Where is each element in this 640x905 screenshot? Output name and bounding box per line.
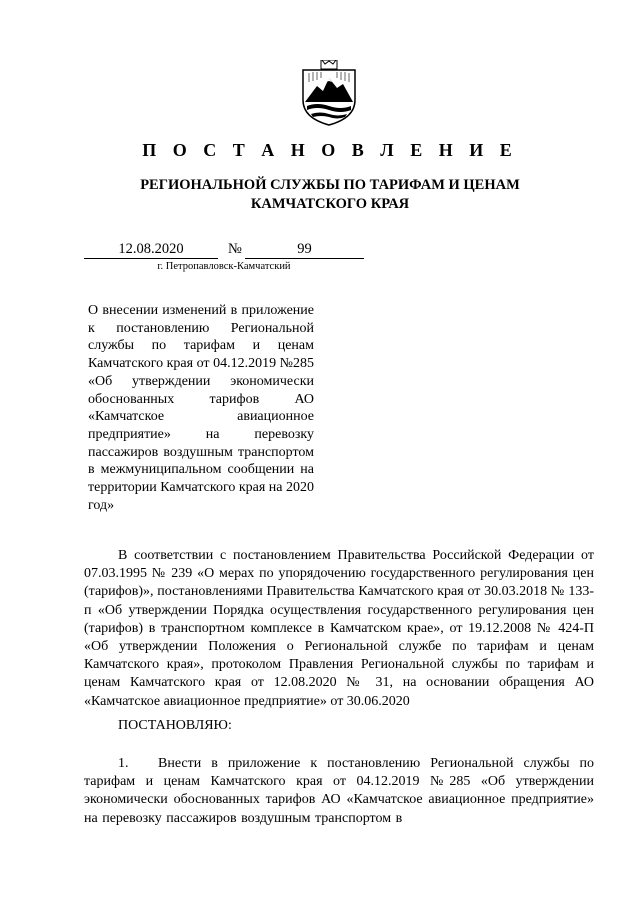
document-type-title: П О С Т А Н О В Л Е Н И Е: [142, 140, 518, 160]
document-date: 12.08.2020: [84, 240, 218, 259]
preamble-paragraph: В соответствии с постановлением Правительства Российской Федерации от 07.03.1995 № 239 «О мерах по упорядочению государственного регулирования цен (тарифов)», постановлениями Правительства Камчатского края от 30.03.2018 № 133-п «Об утверждении Порядка осуществления государственного регулирования цен (тарифов) в транспортном комплексе в Камчатском крае», от 19.12.2008 № 424-П «Об утверждении Положения о Региональной службе по тарифам и ценам Камчатского края», протоколом Правления Региональной службы по тарифам и ценам Камчатского края от 12.08.2020 № 31, на основании обращения АО «Камчатское авиационное предприятие» от 30.06.2020: [84, 548, 594, 709]
resolve-heading: ПОСТАНОВЛЯЮ:: [118, 718, 232, 733]
document-city: г. Петропавловск-Камчатский: [157, 261, 291, 272]
document-subject: О внесении изменений в приложение к постановлению Региональной службы по тарифам и ценам Камчатского края от 04.12.2019 №285 «Об утверждении экономически обоснованных тарифов АО «Камчатское авиационное предприятие» на перевозку пассажиров воздушным транспортом в межмуниципальном сообщении на территории Камчатского края на 2020 год»: [88, 303, 315, 513]
issuer-name: РЕГИОНАЛЬНОЙ СЛУЖБЫ ПО ТАРИФАМ И ЦЕНАМ КАМЧАТСКОГО КРАЯ: [140, 177, 520, 212]
document-number: 99: [245, 240, 364, 259]
number-sign: №: [228, 241, 242, 257]
item-number: 1.: [118, 756, 129, 771]
item-text: Внести в приложение к постановлению Региональной службы по тарифам и ценам Камчатского края от 04.12.2019 №285 «Об утверждении экономически обоснованных тарифов АО «Камчатское авиационное предприятие» на перевозку пассажиров воздушным транспортом в: [84, 756, 594, 826]
coat-of-arms-icon: [299, 60, 359, 126]
item-paragraph-1: [84, 755, 594, 828]
